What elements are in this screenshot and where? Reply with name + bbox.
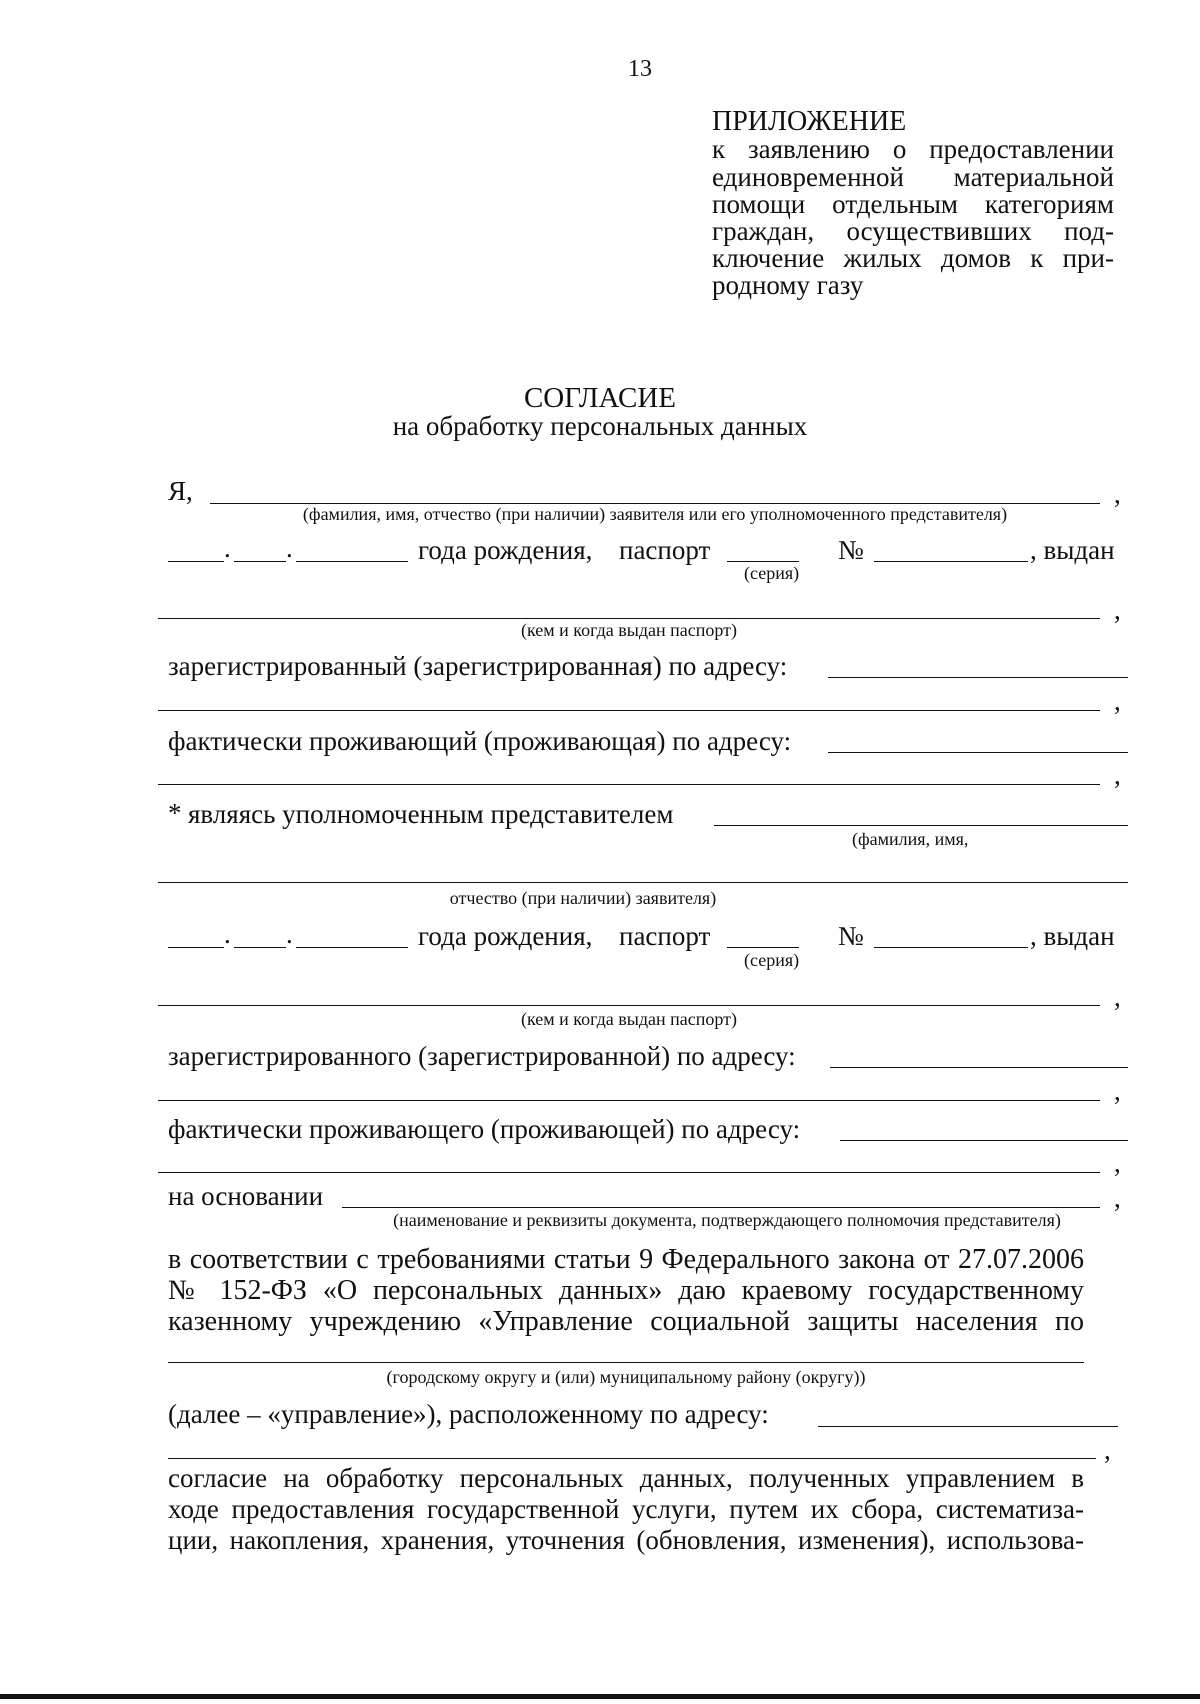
birth-month-field-2[interactable]	[234, 947, 286, 948]
consent-text-line: в соответствии с требованиями статьи 9 Федерального закона от 27.07.2006	[168, 1244, 1084, 1275]
issued-caption: (кем и когда выдан паспорт)	[520, 620, 737, 640]
comma: ,	[1114, 1076, 1121, 1106]
birth-year-label: года рождения,	[418, 921, 593, 951]
actual-address-label-2: фактически проживающего (проживающей) по адресу:	[168, 1114, 801, 1144]
appendix-line: к заявлению о предоставлении	[712, 134, 1114, 164]
birth-day-field[interactable]	[168, 561, 224, 562]
consent-text-line: № 152-ФЗ «О персональных данных» даю краевому государственному	[168, 1275, 1084, 1306]
birth-month-field[interactable]	[234, 561, 286, 562]
birth-year-label: года рождения,	[418, 535, 593, 565]
passport-number-field[interactable]	[874, 561, 1028, 562]
date-dot: .	[286, 533, 293, 563]
management-address-field-2[interactable]	[168, 1458, 1096, 1459]
district-caption: (городскому округу и (или) муниципальному району (округу))	[386, 1367, 866, 1387]
registered-address-field-4[interactable]	[158, 1100, 1100, 1101]
registered-address-label: зарегистрированный (зарегистрированная) по адресу:	[168, 651, 788, 681]
date-dot: .	[224, 533, 231, 563]
actual-address-field[interactable]	[828, 752, 1128, 753]
issued-caption: (кем и когда выдан паспорт)	[520, 1009, 737, 1029]
page-number: 13	[628, 56, 652, 82]
registered-address-label-2: зарегистрированного (зарегистрированной) по адресу:	[168, 1041, 796, 1071]
comma: ,	[1114, 686, 1121, 716]
representative-label: являясь уполномоченным представителем	[188, 799, 674, 829]
series-caption: (серия)	[744, 563, 800, 583]
comma: ,	[1114, 595, 1121, 625]
birth-year-field[interactable]	[296, 561, 408, 562]
comma: ,	[1114, 1183, 1121, 1213]
birth-year-field-2[interactable]	[296, 947, 408, 948]
document-title: СОГЛАСИЕ	[523, 382, 677, 414]
number-sign: №	[838, 535, 864, 565]
comma: ,	[1114, 760, 1121, 790]
representative-of-field-2[interactable]	[158, 882, 1128, 883]
page-bottom-edge	[0, 1694, 1200, 1699]
passport-series-field-2[interactable]	[727, 947, 799, 948]
registered-address-field[interactable]	[828, 677, 1128, 678]
birth-day-field-2[interactable]	[168, 947, 224, 948]
actual-address-field-2[interactable]	[158, 784, 1100, 785]
consent-text-line: ходе предоставления государственной услуги, путем их сбора, систематиза-	[168, 1494, 1084, 1524]
passport-label: паспорт	[619, 535, 711, 565]
consent-text-line: согласие на обработку персональных данных, полученных управлением в	[168, 1463, 1084, 1493]
series-caption: (серия)	[744, 950, 800, 970]
registered-address-field-2[interactable]	[158, 710, 1100, 711]
passport-issued-by-field-2[interactable]	[158, 1005, 1100, 1006]
appendix-title: ПРИЛОЖЕНИЕ	[712, 106, 907, 137]
appendix-line: ключение жилых домов к при-	[712, 243, 1114, 273]
comma: ,	[1114, 982, 1121, 1012]
date-dot: .	[224, 919, 231, 949]
actual-address-field-4[interactable]	[158, 1172, 1100, 1173]
comma: ,	[1114, 479, 1121, 509]
footnote-star: *	[168, 798, 182, 828]
appendix-line: родному газу	[712, 270, 864, 300]
document-subtitle: на обработку персональных данных	[392, 411, 808, 441]
actual-address-label: фактически проживающий (проживающая) по адресу:	[168, 726, 792, 756]
appendix-line: помощи отдельным категориям	[712, 189, 1114, 219]
basis-caption: (наименование и реквизиты документа, подтверждающего полномочия представителя)	[393, 1210, 1061, 1230]
comma: ,	[1114, 1148, 1121, 1178]
registered-address-field-3[interactable]	[830, 1067, 1128, 1068]
ya-label: Я,	[168, 476, 193, 506]
appendix-line: граждан, осуществивших под-	[712, 216, 1114, 246]
appendix-line: единовременной материальной	[712, 162, 1114, 192]
basis-document-field[interactable]	[342, 1207, 1100, 1208]
representative-caption-1: (фамилия, имя,	[852, 829, 969, 849]
management-address-field[interactable]	[818, 1426, 1118, 1427]
district-field[interactable]	[168, 1362, 1084, 1363]
actual-address-field-3[interactable]	[840, 1140, 1128, 1141]
name-caption: (фамилия, имя, отчество (при наличии) заявителя или его уполномоченного представителя)	[302, 504, 1008, 524]
located-label: (далее – «управление»), расположенному по адресу:	[168, 1399, 769, 1429]
issued-label: , выдан	[1030, 921, 1115, 951]
comma: ,	[1104, 1435, 1111, 1465]
basis-label: на основании	[168, 1181, 324, 1211]
passport-label: паспорт	[619, 921, 711, 951]
date-dot: .	[286, 919, 293, 949]
representative-caption-2: отчество (при наличии) заявителя)	[449, 888, 717, 908]
representative-of-field[interactable]	[714, 825, 1128, 826]
consent-text-line: ции, накопления, хранения, уточнения (обновления, изменения), использова-	[168, 1525, 1084, 1555]
consent-text-line: казенному учреждению «Управление социальной защиты населения по	[168, 1306, 1084, 1337]
passport-number-field-2[interactable]	[874, 947, 1028, 948]
issued-label: , выдан	[1030, 535, 1115, 565]
number-sign: №	[838, 921, 864, 951]
